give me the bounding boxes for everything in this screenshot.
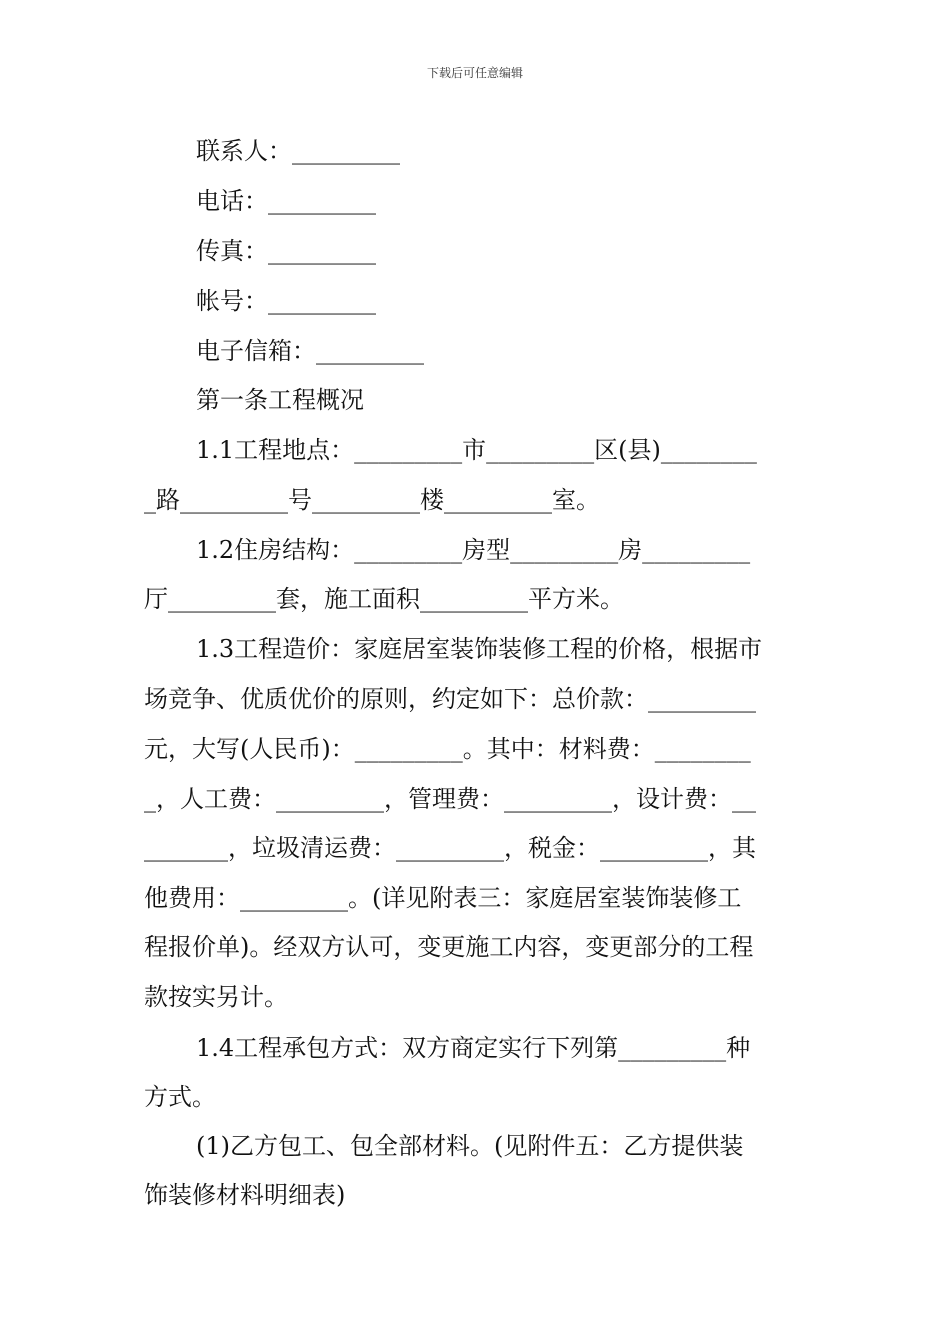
clause-1-2-line-1: 1.2住房结构：_________房型_________房_________ [196, 536, 751, 564]
article-one-heading: 第一条工程概况 [196, 386, 364, 414]
clause-1-3-line-8: 款按实另计。 [144, 983, 288, 1011]
clause-1-4-line-1: 1.4工程承包方式：双方商定实行下列第_________种 [196, 1034, 751, 1062]
clause-1-3-line-5: _______，垃圾清运费：_________，税金：_________，其 [144, 834, 756, 862]
option-1-line-1: (1)乙方包工、包全部材料。(见附件五：乙方提供装 [196, 1132, 744, 1160]
clause-1-3-line-4: _，人工费：_________，管理费：_________，设计费：__ [144, 785, 756, 813]
clause-1-4-line-2: 方式。 [144, 1083, 216, 1111]
clause-1-1-line-2: _路_________号_________楼_________室。 [144, 486, 600, 514]
clause-1-2-line-2: 厅_________套，施工面积_________平方米。 [144, 585, 624, 613]
email-line: 电子信箱：_________ [196, 337, 424, 365]
option-1-line-2: 饰装修材料明细表) [144, 1181, 346, 1209]
page-header: 下载后可任意编辑 [426, 66, 523, 80]
account-line: 帐号：_________ [196, 287, 376, 315]
clause-1-1-line-1: 1.1工程地点：_________市_________区(县)________ [196, 436, 757, 464]
clause-1-3-line-7: 程报价单)。经双方认可，变更施工内容，变更部分的工程 [144, 933, 754, 961]
clause-1-3-line-6: 他费用：_________。(详见附表三：家庭居室装饰装修工 [144, 884, 742, 912]
contact-person-line: 联系人：_________ [196, 137, 400, 165]
phone-line: 电话：_________ [196, 187, 376, 215]
clause-1-3-line-3: 元，大写(人民币)：_________。其中：材料费：________ [144, 735, 751, 763]
fax-line: 传真：_________ [196, 237, 376, 265]
clause-1-3-line-2: 场竞争、优质优价的原则，约定如下：总价款：_________ [144, 685, 756, 713]
clause-1-3-line-1: 1.3工程造价：家庭居室装饰装修工程的价格，根据市 [196, 635, 763, 663]
